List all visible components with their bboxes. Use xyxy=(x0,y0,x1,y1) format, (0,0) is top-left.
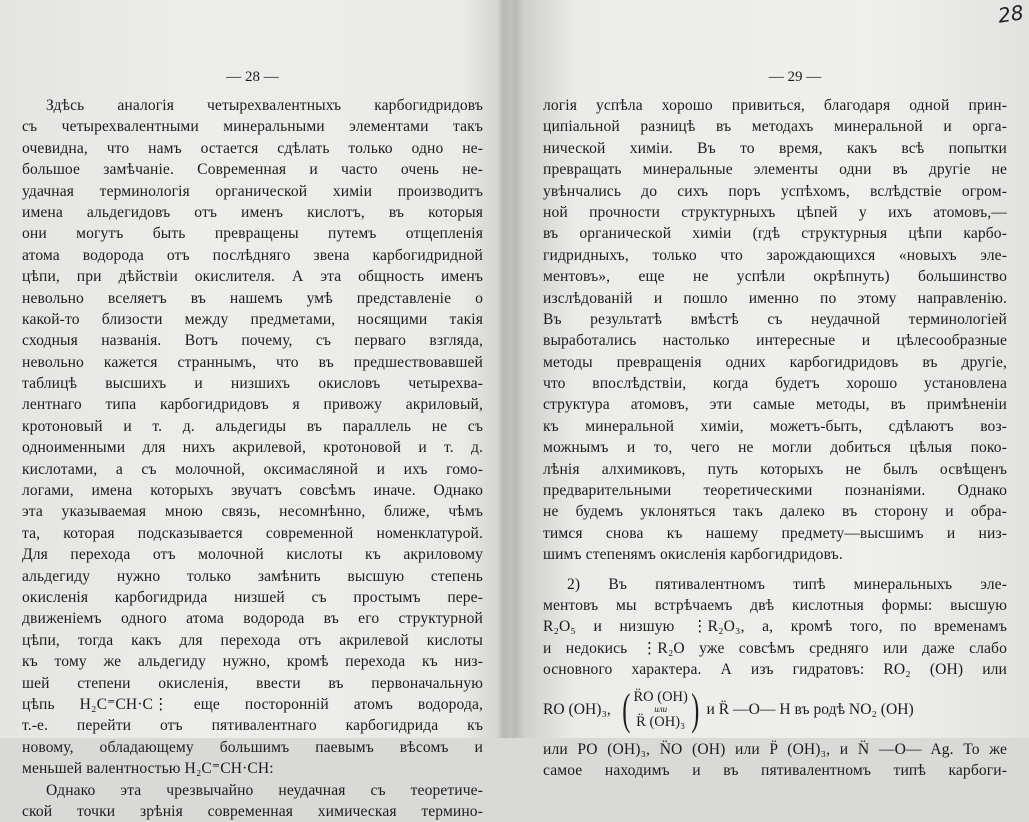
text-line: Для перехода отъ молочной кислоты къ акриловому xyxy=(22,546,483,564)
text-line: ментовъ», еще не успѣли окрѣпнуть) большинство xyxy=(543,268,1007,286)
text-line: самое находимъ и въ пятивалентномъ типѣ карбоги- xyxy=(543,761,1007,779)
text-line: удачная терминологія органической химіи производитъ xyxy=(22,182,483,200)
text-line: кислотами, а съ молочной, оксимасляной и ихъ гомо- xyxy=(22,460,483,478)
formula-mid: или xyxy=(654,704,668,715)
text-line: цѣпи, при дѣйствіи окислителя. А эта общность именъ xyxy=(22,268,483,286)
margin-handwritten-note: 28 xyxy=(996,0,1025,28)
page-number-left: — 28 — xyxy=(226,69,279,85)
formula-bracket-group xyxy=(619,684,703,734)
left-paren-icon: ( xyxy=(622,684,631,734)
text-line: Однако эта чрезвычайно неудачная съ теоретиче- xyxy=(46,781,483,799)
text-line: лентнаго типа карбогидридовъ я привожу акриловый, xyxy=(22,396,483,414)
text-line: имена альдегидовъ отъ именъ кислотъ, въ которыя xyxy=(22,203,483,221)
text-line: увѣнчались до сихъ поръ успѣхомъ, вслѣдствіе огром- xyxy=(543,182,1007,200)
text-line: очевидна, что намъ остается сдѣлать только одно не- xyxy=(22,139,483,157)
formula-after: и R̈ —O— H въ родѣ NO₂ (OH) xyxy=(706,700,914,718)
text-line: или PO (OH)₃, N̈O (OH) или P̈ (OH)₃, и N̈ —O— Ag. То же xyxy=(543,740,1007,758)
text-line: основного характера. А изъ гидратовъ: RO₂ (OH) или xyxy=(543,661,1007,679)
formula-before: RO (OH)₃, xyxy=(543,700,611,718)
left-page-text xyxy=(22,95,483,822)
text-line: Здѣсь аналогія четырехвалентныхъ карбогидридовъ xyxy=(46,97,483,114)
text-line: ципіальной разницѣ въ методахъ минеральной и орга- xyxy=(543,118,1007,136)
text-line: нической химіи. Въ то время, какъ всѣ попытки xyxy=(543,139,1007,157)
text-line: т.-е. перейти отъ пятивалентнаго карбогидрида къ xyxy=(22,717,483,735)
text-line: логія успѣла хорошо привиться, благодаря одной прин- xyxy=(543,97,1007,114)
text-line: что впослѣдствіи, когда будетъ хорошо установлена xyxy=(543,375,1007,393)
text-line: съ четырехвалентными минеральными элементами такъ xyxy=(22,118,483,136)
text-line: ской точки зрѣнія современная химическая термино- xyxy=(22,802,483,820)
right-paren-icon: ) xyxy=(691,684,700,734)
text-line: гидридныхъ, только что зарождающихся «новыхъ эле- xyxy=(543,246,1007,264)
text-line: превращать минеральные элементы одни въ другіе не xyxy=(543,161,1007,179)
text-line: 2) Въ пятивалентномъ типѣ минеральныхъ эле- xyxy=(567,575,1007,593)
right-page xyxy=(503,0,1029,779)
chemical-formula-line xyxy=(543,681,1007,739)
text-line: атома водорода отъ послѣдняго звена карбогидридной xyxy=(22,246,483,264)
text-line: не будемъ уклоняться такъ далеко въ сторону и обра- xyxy=(543,503,1007,521)
text-line: невольно кажется страннымъ, что въ предшествовавшей xyxy=(22,353,483,371)
right-page-text-top xyxy=(543,95,1007,566)
text-line: окисленія карбогидрида низшей съ простымъ пере- xyxy=(22,588,483,606)
text-line: сходныя названія. Вотъ почему, съ перваго взгляда, xyxy=(22,332,483,350)
left-page xyxy=(0,0,503,820)
text-line: меньшей валентностью H₂C⁼CH·CH: xyxy=(22,760,274,778)
text-line: тимся снова къ нашему предмету—высшимъ и низ- xyxy=(543,524,1007,542)
text-line: кротоновый и т. д. альдегиды въ параллель не съ xyxy=(22,417,483,435)
text-line: цѣпи, тогда какъ для перехода отъ акрилевой кислоты xyxy=(22,631,483,649)
text-line: къ минеральной химіи, можетъ-быть, сдѣлаютъ воз- xyxy=(543,417,1007,435)
text-line: къ тому же альдегиду нужно, кромѣ перехода къ низ- xyxy=(22,653,483,671)
formula-bottom: R̈ (OH)₃ xyxy=(636,714,686,731)
text-line: въ органической химіи (гдѣ структурныя цѣпи карбо- xyxy=(543,225,1007,243)
text-line: лѣнія алхимиковъ, путь которыхъ не былъ освѣщенъ xyxy=(543,460,1007,478)
text-line: невольно вселяетъ въ нашемъ умѣ представленіе о xyxy=(22,289,483,307)
text-line: одноименными для нихъ акрилевой, кротоновой и т. д. xyxy=(22,439,483,457)
text-line: логами, имена которыхъ звучатъ совсѣмъ иначе. Однако xyxy=(22,482,483,500)
text-line: изслѣдованій и пошло именно по этому направленію. xyxy=(543,289,1007,307)
right-page-text-middle xyxy=(543,574,1007,681)
text-line: методы превращенія одних карбогидридовъ въ другіе, xyxy=(543,353,1007,371)
text-line: шей степени окисленія, ввести въ первоначальную xyxy=(22,674,483,692)
text-line: R₂O₅ и низшую ⋮R₂O₃, а, кромѣ того, по временамъ xyxy=(543,618,1007,636)
text-line: предварительными теоретическими познаніями. Однако xyxy=(543,482,1007,500)
text-line: та, которая подсказывается современной номенклатурой. xyxy=(22,524,483,542)
text-line: альдегиду нужно только замѣнить высшую степень xyxy=(22,567,483,585)
text-line: эта указываемая мною связь, несомнѣнно, ближе, чѣмъ xyxy=(22,503,483,521)
text-line: ментовъ мы встрѣчаемъ двѣ кислотныя формы: высшую xyxy=(543,596,1007,614)
text-line: Въ результатѣ вмѣстѣ съ неудачной терминологіей xyxy=(543,310,1007,328)
text-line: новому, обладающему большимъ паевымъ вѣсомъ и xyxy=(22,738,483,756)
text-line: шимъ степенямъ окисленія карбогидридовъ. xyxy=(543,546,843,564)
text-line: структура атомовъ, эти самые методы, въ примѣненіи xyxy=(543,396,1007,414)
text-line: можнымъ и то, чего не могли добиться цѣлыя поко- xyxy=(543,439,1007,457)
right-page-text-bottom xyxy=(543,739,1007,782)
text-line: какой-то близости между предметами, носящими такія xyxy=(22,310,483,328)
text-line: цѣпь H₂C⁼CH·C⋮ еще посторонній атомъ водорода, xyxy=(22,695,483,713)
page-number-right: — 29 — xyxy=(768,69,822,85)
text-line: и недокись ⋮R₂O уже совсѣмъ средняго или даже слабо xyxy=(543,639,1007,657)
text-line: движеніемъ одного атома водорода въ его структурной xyxy=(22,610,483,628)
text-line: таблицѣ высшихъ и низшихъ окисловъ четырехва- xyxy=(22,375,483,393)
text-line: они могутъ быть превращены путемъ отщепленія xyxy=(22,225,483,243)
text-line: большое замѣчаніе. Современная и часто очень не- xyxy=(22,161,483,179)
text-line: выработались настолько интересные и цѣлесообразные xyxy=(543,332,1007,350)
formula-top: R̈O (OH) xyxy=(633,689,688,706)
formula-stack xyxy=(633,689,687,730)
text-line: ной прочности структурныхъ цѣпей у ихъ атомовъ,— xyxy=(543,203,1007,221)
